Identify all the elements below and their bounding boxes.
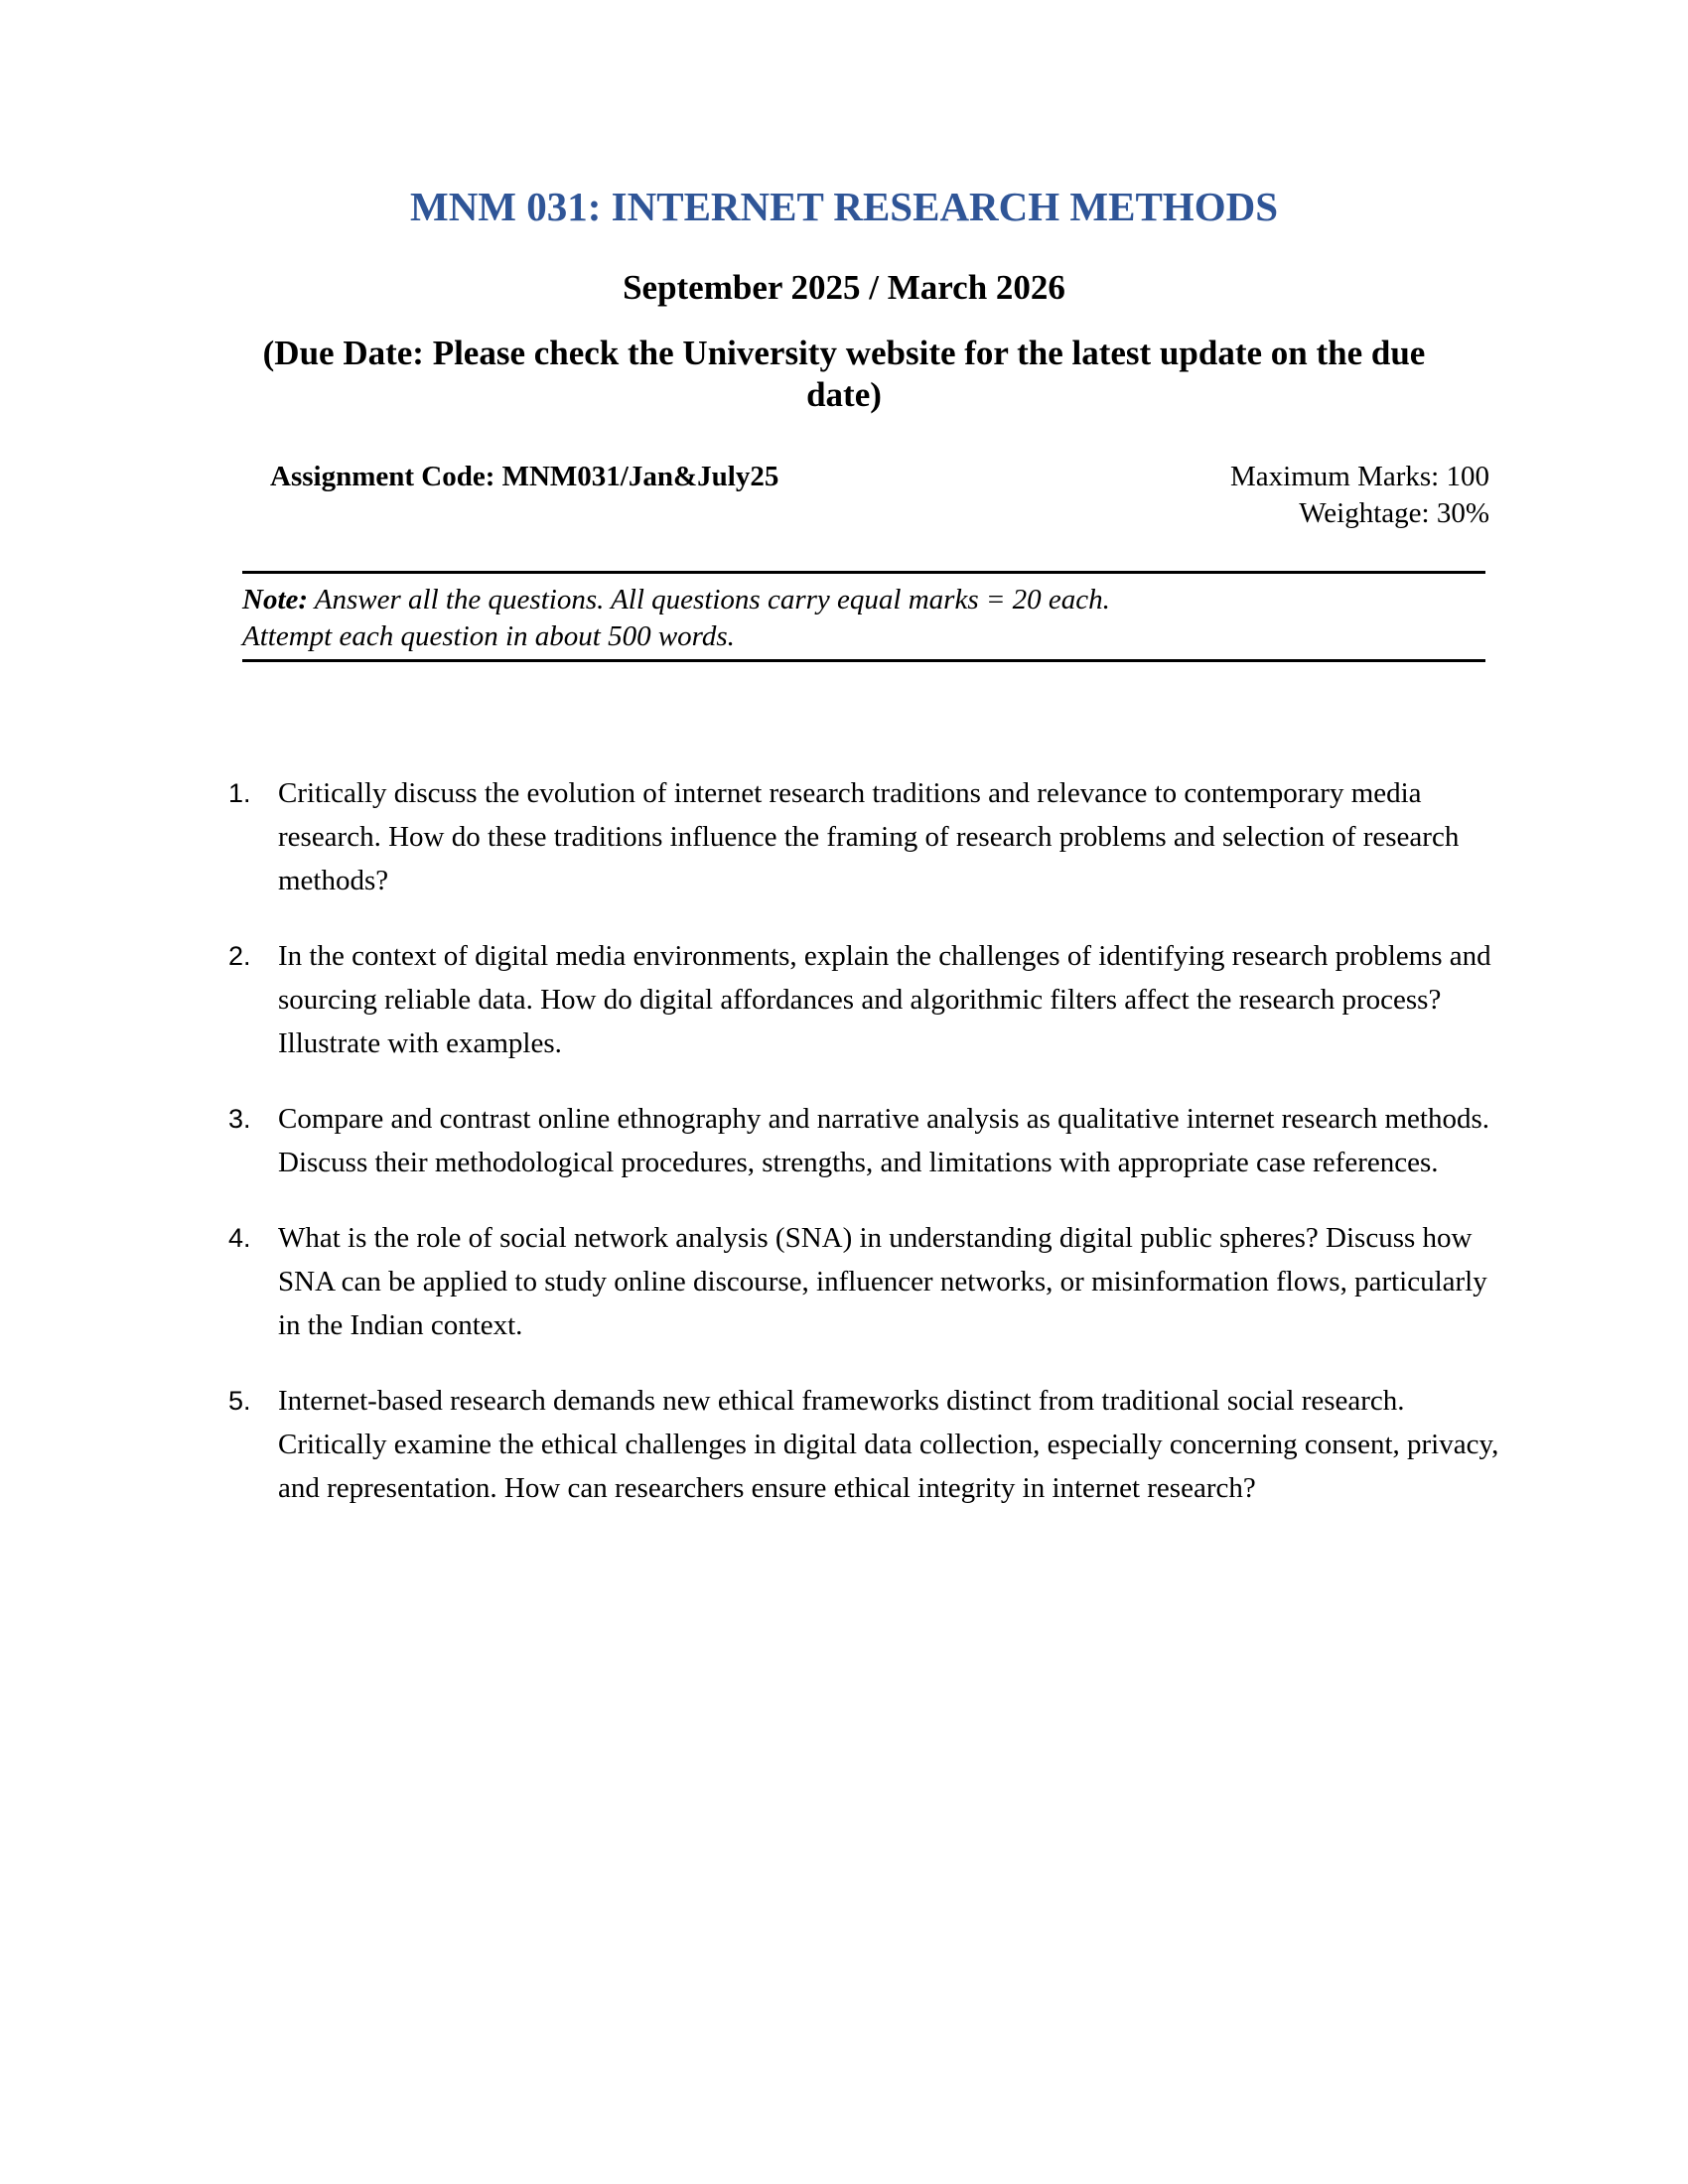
question-number: 2. <box>228 941 251 971</box>
question-number: 1. <box>228 778 251 808</box>
note-line-1 <box>242 582 1485 618</box>
due-date-notice: (Due Date: Please check the University website for the latest update on the due date) <box>262 334 1426 414</box>
question-item <box>228 1097 1509 1184</box>
note-text-1: Answer all the questions. All questions carry equal marks = 20 each. <box>308 584 1110 615</box>
session-heading: September 2025 / March 2026 <box>623 268 1065 307</box>
weightage: Weightage: 30% <box>1299 497 1489 529</box>
marks-info <box>1230 459 1489 532</box>
question-item <box>228 771 1509 902</box>
question-text: Internet-based research demands new ethical frameworks distinct from traditional social research. Critically examine the ethical challenges in digital data collection, especially concerning consent, privacy, and representation. How can researchers ensure ethical integrity in internet research? <box>278 1385 1499 1504</box>
question-item <box>228 1216 1509 1347</box>
assignment-code: Assignment Code: MNM031/Jan&July25 <box>270 461 779 492</box>
note-label: Note: <box>242 584 309 615</box>
question-list <box>228 771 1509 1542</box>
question-text: Compare and contrast online ethnography and narrative analysis as qualitative internet research methods. Discuss their methodological procedures, strengths, and limitations with appropriate case references. <box>278 1103 1489 1178</box>
question-text: Critically discuss the evolution of internet research traditions and relevance to contemporary media research. How do these traditions influence the framing of research problems and selection of research methods? <box>278 777 1460 896</box>
question-number: 5. <box>228 1386 251 1416</box>
question-number: 3. <box>228 1104 251 1134</box>
maximum-marks: Maximum Marks: 100 <box>1230 461 1489 492</box>
question-text: What is the role of social network analysis (SNA) in understanding digital public spheres? Discuss how SNA can be applied to study online discourse, influencer networks, or misinformation flows, particularly in the Indian context. <box>278 1222 1487 1341</box>
question-item <box>228 1379 1509 1510</box>
course-title: MNM 031: INTERNET RESEARCH METHODS <box>410 184 1278 229</box>
note-box <box>242 571 1485 662</box>
note-line-2: Attempt each question in about 500 words. <box>242 620 735 652</box>
question-text: In the context of digital media environments, explain the challenges of identifying research problems and sourcing reliable data. How do digital affordances and algorithmic filters affect the research process? Illustrate with examples. <box>278 940 1491 1059</box>
question-number: 4. <box>228 1223 251 1253</box>
question-item <box>228 934 1509 1065</box>
